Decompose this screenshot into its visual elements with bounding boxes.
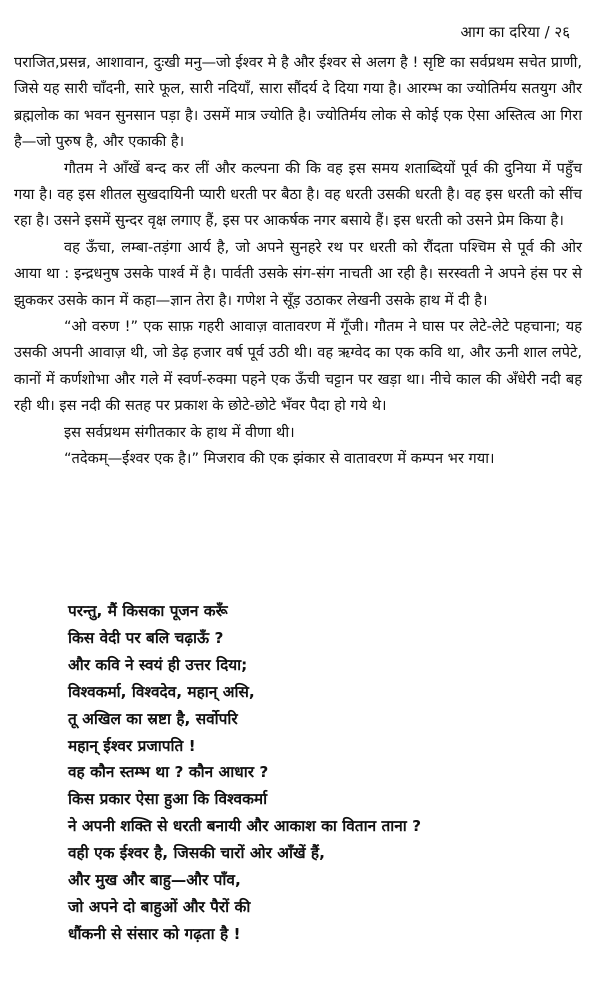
- paragraph: इस सर्वप्रथम संगीतकार के हाथ में वीणा थी।: [64, 423, 295, 441]
- poem-line: और कवि ने स्वयं ही उत्तर दिया;: [68, 655, 248, 674]
- poem-line: धौंकनी से संसार को गढ़ता है !: [68, 924, 241, 943]
- poem-line: किस प्रकार ऐसा हुआ कि विश्वकर्मा: [68, 790, 268, 809]
- poem-block: [68, 598, 588, 948]
- poem-line: वह कौन स्तम्भ था ? कौन आधार ?: [68, 763, 269, 782]
- poem-line: ने अपनी शक्ति से धरती बनायी और आकाश का वितान ताना ?: [68, 817, 422, 836]
- poem-line: जो अपने दो बाहुओं और पैरों की: [68, 897, 251, 916]
- prose-body: [14, 50, 582, 473]
- running-header: आग का दरिया / २६: [460, 23, 570, 41]
- poem-line: तू अखिल का स्रष्टा है, सर्वोपरि: [68, 709, 238, 728]
- paragraph: पराजित,प्रसन्न, आशावान, दुःखी मनु—जो ईश्वर मे है और ईश्वर से अलग है ! सृष्टि का सर्वप्रथम सचेत प्राणी, जिसे यह सारी चाँदनी, सारे फूल, सारी नदियाँ, सारा सौंदर्य दे दिया गया है। आरम्भ का ज्योतिर्मय सतयुग और ब्रह्मलोक का भवन सुनसान पड़ा है। उसमें मात्र ज्योति है। ज्योतिर्मय लोक से कोई एक ऐसा अस्तित्व आ गिरा है—जो पुरुष है, और एकाकी है।: [14, 54, 582, 151]
- poem-line: और मुख और बाहु—और पाँव,: [68, 871, 241, 890]
- paragraph: “ओ वरुण !” एक साफ़ गहरी आवाज़ वातावरण में गूँजी। गौतम ने घास पर लेटे-लेटे पहचाना; यह उसकी अपनी आवाज़ थी, जो डेढ़ हजार वर्ष पूर्व उठी थी। वह ऋग्वेद का एक कवि था, और ऊनी शाल लपेटे, कानों में कर्णशोभा और गले में स्वर्ण-रुक्मा पहने एक ऊँची चट्टान पर खड़ा था। नीचे काल की अँधेरी नदी बह रही थी। इस नदी की सतह पर प्रकाश के छोटे-छोटे भँवर पैदा हो गये थे।: [14, 318, 582, 415]
- paragraph: गौतम ने आँखें बन्द कर लीं और कल्पना की कि वह इस समय शताब्दियों पूर्व की दुनिया में पहुँच गया है। वह इस शीतल सुखदायिनी प्यारी धरती पर बैठा है। वह धरती उसकी धरती है। वह इस धरती को सींच रहा है। उसने इसमें सुन्दर वृक्ष लगाए हैं, इस पर आकर्षक नगर बसाये हैं। इस धरती को उसने प्रेम किया है।: [14, 159, 582, 230]
- poem-line: किस वेदी पर बलि चढ़ाऊँ ?: [68, 628, 224, 647]
- poem-line: महान् ईश्वर प्रजापति !: [68, 736, 196, 755]
- poem-line: परन्तु, मैं किसका पूजन करूँ: [68, 602, 228, 620]
- paragraph: वह ऊँचा, लम्बा-तड़ंगा आर्य है, जो अपने सुनहरे रथ पर धरती को रौंदता पश्चिम से पूर्व की ओर आया था : इन्द्रधनुष उसके पार्श्व में है। पार्वती उसके संग-संग नाचती आ रही है। सरस्वती ने अपने हंस पर से झुककर उसके कान में कहा—ज्ञान तेरा है। गणेश ने सूँड़ उठाकर लेखनी उसके हाथ में दी है।: [14, 238, 582, 309]
- paragraph: “तदेकम्—ईश्वर एक है।” मिजराव की एक झंकार से वातावरण में कम्पन भर गया।: [64, 450, 495, 468]
- poem-line: वही एक ईश्वर है, जिसकी चारों ओर आँखें हैं,: [68, 844, 325, 863]
- poem-line: विश्वकर्मा, विश्वदेव, महान् असि,: [68, 682, 255, 701]
